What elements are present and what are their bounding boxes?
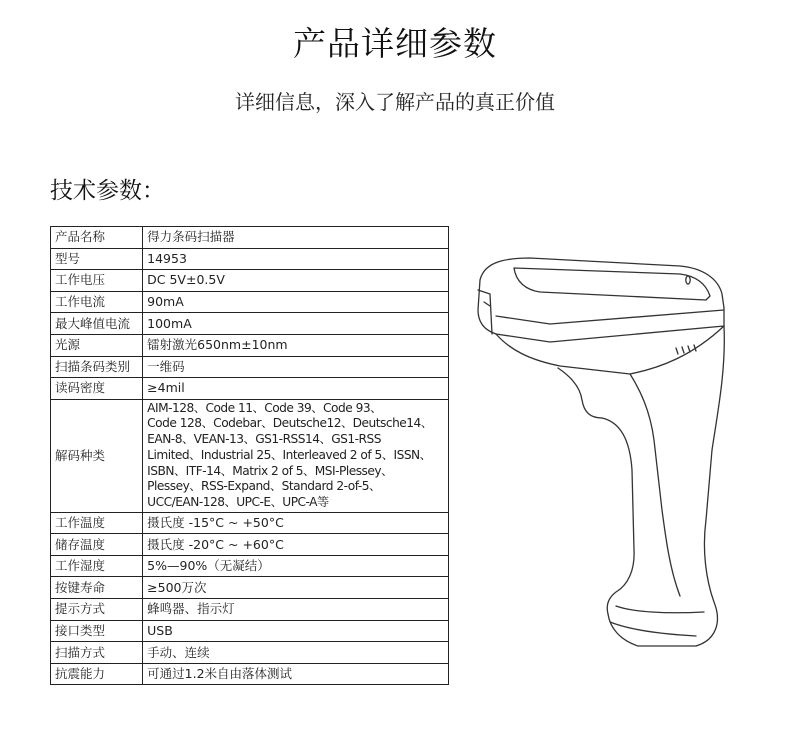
spec-key: 工作湿度 <box>51 555 143 577</box>
scanner-head-front <box>478 280 724 342</box>
table-row <box>51 248 449 270</box>
spec-key: 工作温度 <box>51 512 143 534</box>
spec-key: 光源 <box>51 334 143 356</box>
symbology-line: UCC/EAN-128、UPC-E、UPC-A等 <box>147 494 329 509</box>
spec-key: 扫描条码类别 <box>51 356 143 378</box>
symbology-line: ISBN、ITF-14、Matrix 2 of 5、MSI-Plessey、 <box>147 463 393 478</box>
symbology-line: Plessey、RSS-Expand、Standard 2-of-5、 <box>147 479 381 494</box>
table-row <box>51 270 449 292</box>
table-row <box>51 599 449 621</box>
table-row <box>51 620 449 642</box>
spec-value: 蜂鸣器、指示灯 <box>143 599 449 621</box>
table-row <box>51 313 449 335</box>
table-row <box>51 378 449 400</box>
spec-value: 14953 <box>143 248 449 270</box>
spec-key: 提示方式 <box>51 599 143 621</box>
scanner-head-top <box>480 258 724 308</box>
spec-value: ≥4mil <box>143 378 449 400</box>
spec-value: 一维码 <box>143 356 449 378</box>
spec-table <box>50 226 449 685</box>
spec-value: USB <box>143 620 449 642</box>
spec-key: 接口类型 <box>51 620 143 642</box>
spec-value: 可通过1.2米自由落体测试 <box>143 663 449 685</box>
spec-key: 按键寿命 <box>51 577 143 599</box>
barcode-scanner-illustration <box>470 250 760 660</box>
section-heading: 技术参数： <box>50 178 165 204</box>
scanner-window <box>514 268 710 300</box>
indicator-light <box>686 276 690 284</box>
scanner-band <box>496 310 724 324</box>
table-row <box>51 512 449 534</box>
spec-key: 储存温度 <box>51 534 143 556</box>
spec-key: 产品名称 <box>51 227 143 249</box>
spec-value: 手动、连续 <box>143 642 449 664</box>
symbology-line: Limited、Industrial 25、Interleaved 2 of 5、ISSN、 <box>147 447 432 462</box>
spec-value: 100mA <box>143 313 449 335</box>
spec-value: 摄氏度 -15°C ~ +50°C <box>143 512 449 534</box>
table-row <box>51 663 449 685</box>
table-row <box>51 227 449 249</box>
symbology-line: EAN-8、VEAN-13、GS1-RSS14、GS1-RSS <box>147 432 381 447</box>
symbology-line: AIM-128、Code 11、Code 39、Code 93、 <box>147 400 382 415</box>
scanner-handle-back <box>696 326 724 646</box>
scanner-base <box>608 614 696 646</box>
scanner-handle-front <box>602 418 634 614</box>
table-row <box>51 555 449 577</box>
page-subtitle: 详细信息，深入了解产品的真正价值 <box>235 90 555 114</box>
table-row <box>51 356 449 378</box>
table-row <box>51 577 449 599</box>
spec-value: DC 5V±0.5V <box>143 270 449 292</box>
spec-value: 镭射激光650nm±10nm <box>143 334 449 356</box>
table-row <box>51 334 449 356</box>
spec-key: 解码种类 <box>51 399 143 512</box>
spec-value: 摄氏度 -20°C ~ +60°C <box>143 534 449 556</box>
scanner-trigger <box>558 368 602 418</box>
spec-key: 抗震能力 <box>51 663 143 685</box>
page-title: 产品详细参数 <box>293 24 497 63</box>
table-row-symbologies <box>51 399 449 512</box>
spec-value: 90mA <box>143 291 449 313</box>
spec-value: 得力条码扫描器 <box>143 227 449 249</box>
spec-value: ≥500万次 <box>143 577 449 599</box>
table-row <box>51 642 449 664</box>
spec-key: 型号 <box>51 248 143 270</box>
spec-key: 扫描方式 <box>51 642 143 664</box>
spec-key: 读码密度 <box>51 378 143 400</box>
spec-value: 5%—90%（无凝结） <box>143 555 449 577</box>
spec-key: 工作电压 <box>51 270 143 292</box>
spec-key: 工作电流 <box>51 291 143 313</box>
spec-key: 最大峰值电流 <box>51 313 143 335</box>
symbology-line: Code 128、Codebar、Deutsche12、Deutsche14、 <box>147 416 433 431</box>
spec-value-symbologies <box>143 399 449 512</box>
table-row <box>51 534 449 556</box>
table-row <box>51 291 449 313</box>
